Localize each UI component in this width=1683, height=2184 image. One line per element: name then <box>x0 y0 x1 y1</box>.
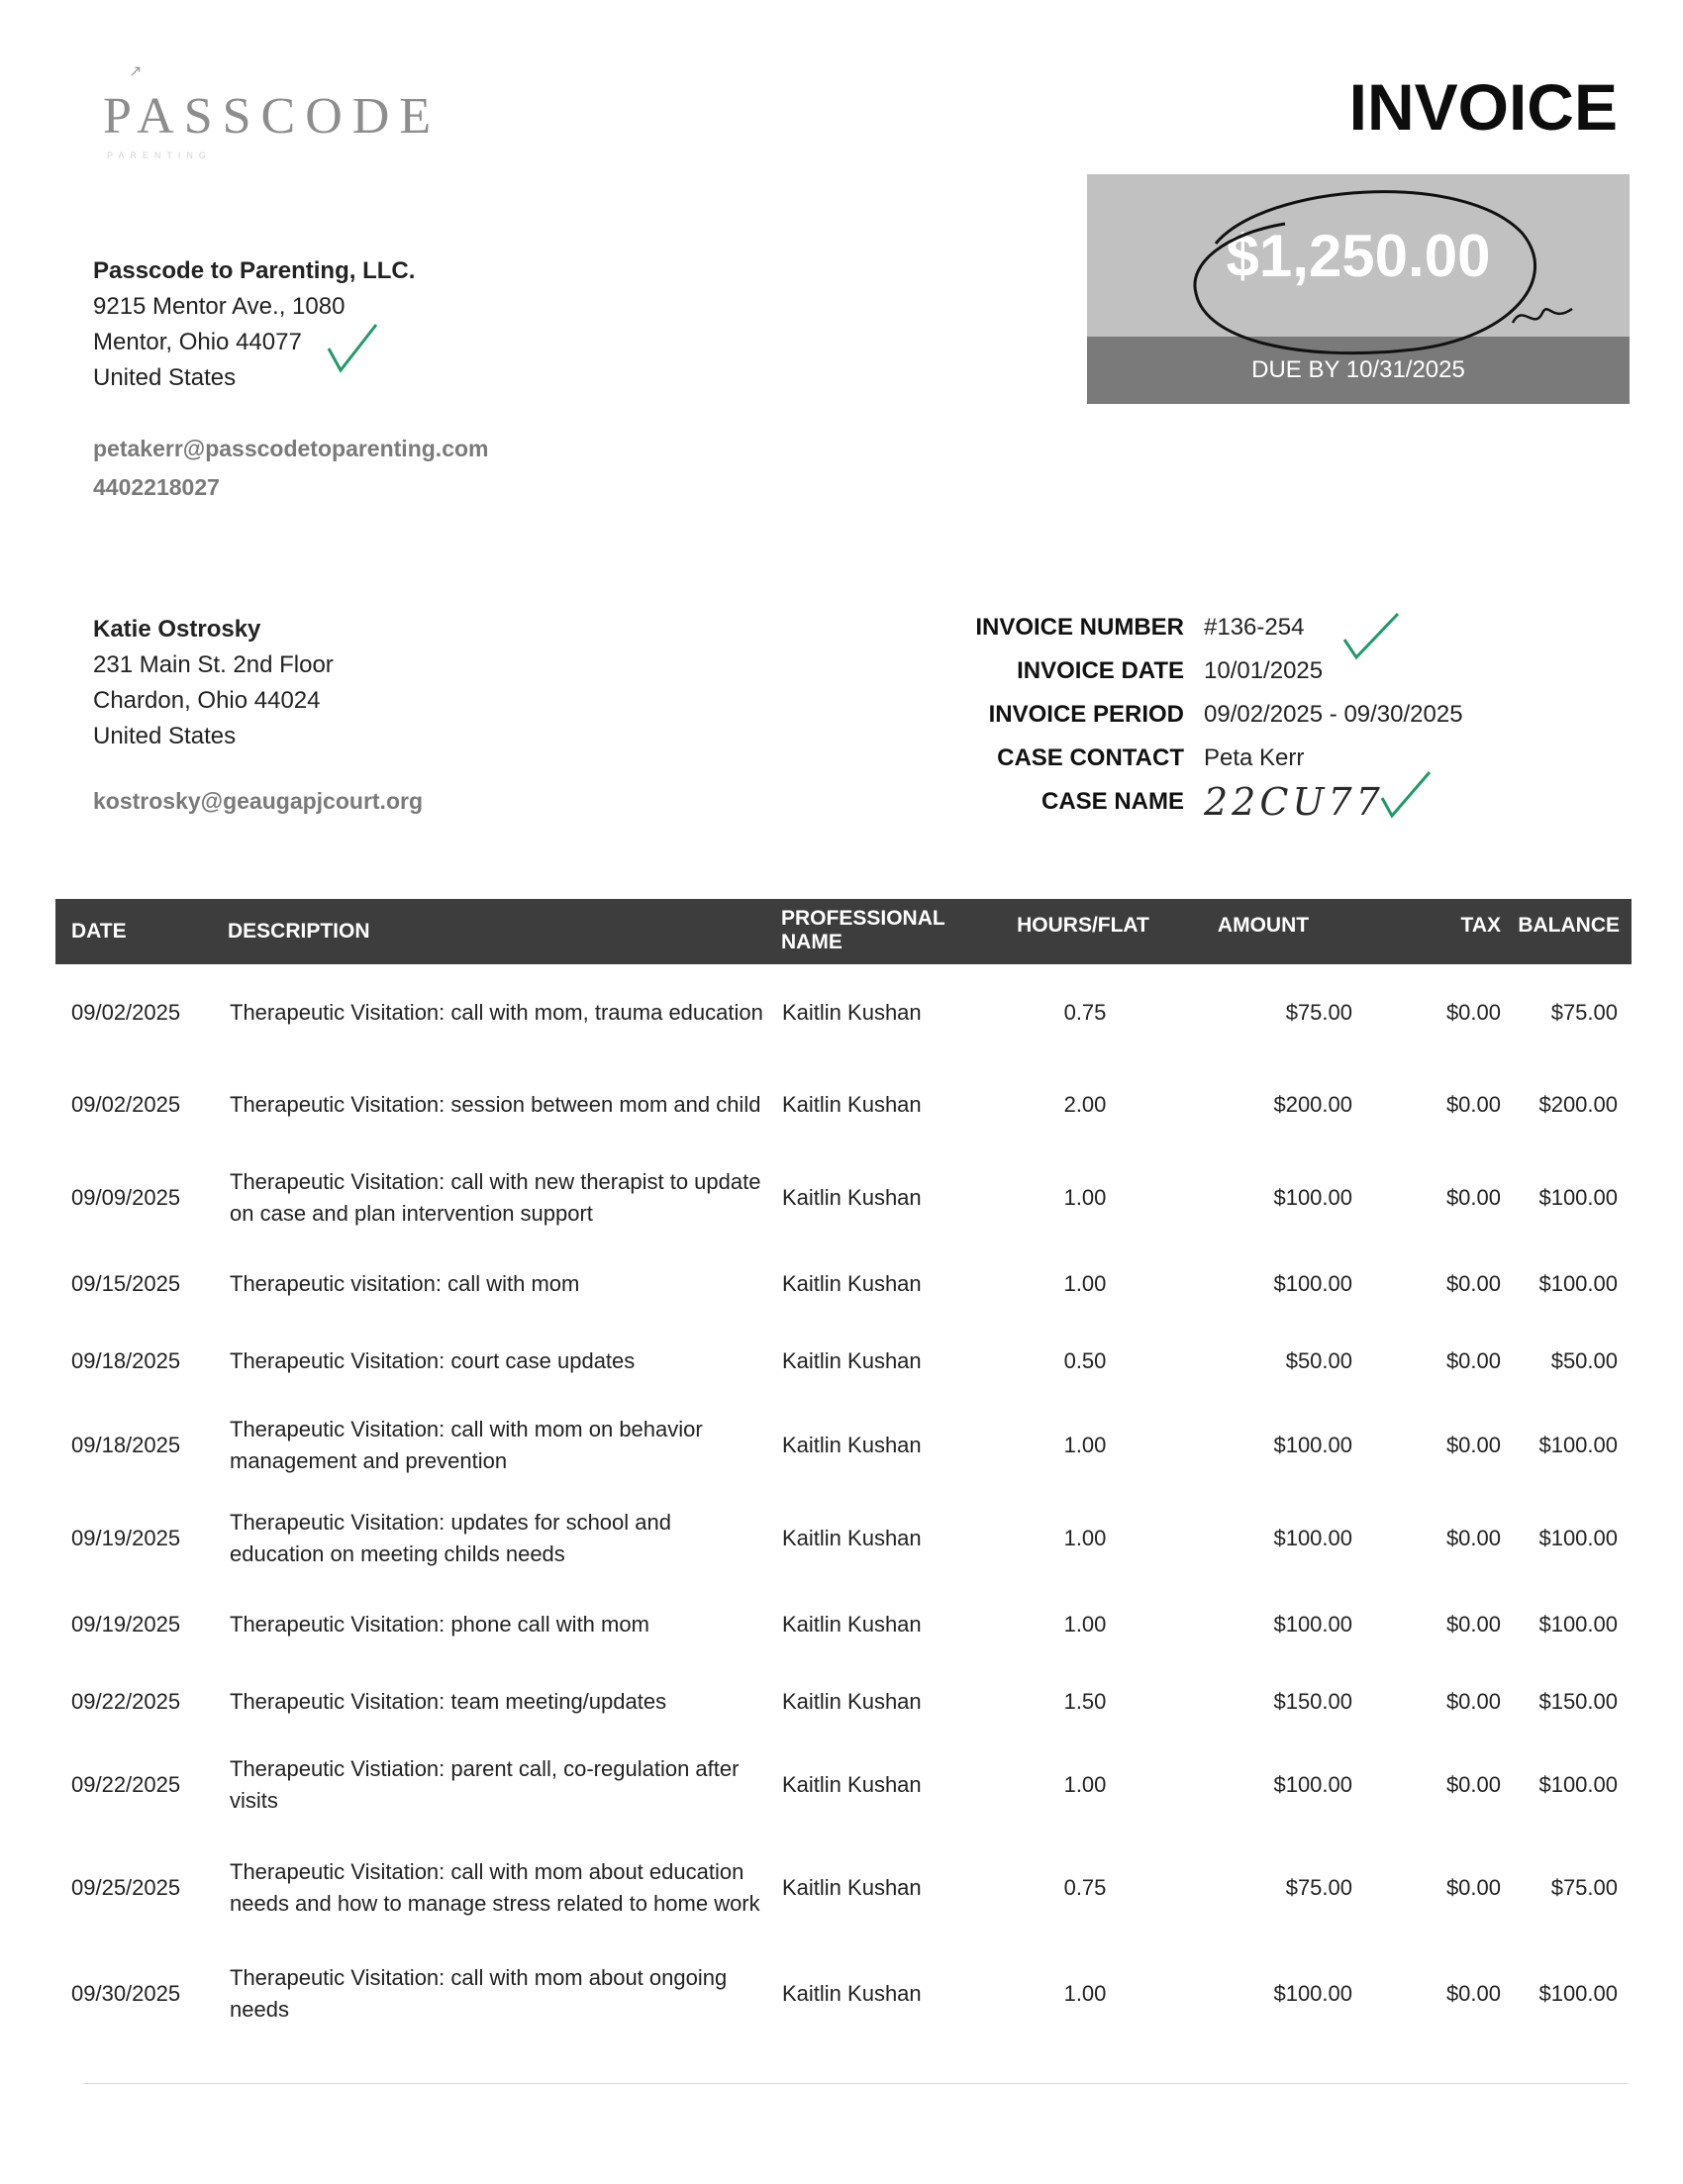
column-hours: HOURS/FLAT <box>1017 914 1149 937</box>
row-date: 09/15/2025 <box>71 1271 181 1296</box>
row-date: 09/22/2025 <box>71 1689 181 1714</box>
row-hours: 1.50 <box>1063 1689 1107 1714</box>
row-tax: $0.00 <box>1445 1000 1501 1025</box>
table-row <box>55 1946 1632 2041</box>
row-date: 09/30/2025 <box>71 1981 181 2006</box>
row-professional-name: Kaitlin Kushan <box>782 1981 922 2006</box>
invoice-period: 09/02/2025 - 09/30/2025 <box>1204 701 1463 728</box>
row-amount: $100.00 <box>1273 1433 1352 1457</box>
row-description: Therapeutic Vistiation: parent call, co-regulation after visits <box>230 1756 740 1813</box>
billto-name: Katie Ostrosky <box>93 616 261 643</box>
case-name-label: CASE NAME <box>1040 788 1184 815</box>
checkmark-icon <box>1340 610 1402 665</box>
sender-name: Passcode to Parenting, LLC. <box>93 257 416 284</box>
invoice-date-label: INVOICE DATE <box>1017 657 1184 684</box>
table-row <box>55 1491 1632 1586</box>
row-professional-name: Kaitlin Kushan <box>782 1433 922 1457</box>
row-balance: $100.00 <box>1538 1772 1618 1797</box>
row-description: Therapeutic Visitation: updates for school and education on meeting childs needs <box>230 1510 671 1566</box>
invoice-period-row <box>931 693 1463 737</box>
row-hours: 1.00 <box>1063 1271 1107 1296</box>
due-date: DUE BY 10/31/2025 <box>1251 356 1465 383</box>
row-tax: $0.00 <box>1445 1526 1501 1550</box>
logo-mark-icon: ↗ <box>129 63 143 80</box>
billto-address-line2: Chardon, Ohio 44024 <box>93 687 321 714</box>
row-hours: 0.75 <box>1063 1000 1107 1025</box>
divider <box>83 2083 1628 2084</box>
row-description: Therapeutic Visitation: call with mom on behavior management and prevention <box>230 1417 703 1473</box>
column-tax: TAX <box>1460 914 1501 937</box>
row-amount: $150.00 <box>1273 1689 1352 1714</box>
row-hours: 1.00 <box>1063 1433 1107 1457</box>
row-amount: $100.00 <box>1273 1772 1352 1797</box>
row-professional-name: Kaitlin Kushan <box>782 1689 922 1714</box>
invoice-number: #136-254 <box>1204 614 1305 641</box>
table-row <box>55 1830 1632 1946</box>
billto-email: kostrosky@geaugapjcourt.org <box>93 788 423 814</box>
row-date: 09/25/2025 <box>71 1875 181 1900</box>
row-professional-name: Kaitlin Kushan <box>782 1092 922 1117</box>
invoice-title: INVOICE <box>1348 70 1618 144</box>
row-balance: $100.00 <box>1538 1433 1618 1457</box>
row-tax: $0.00 <box>1445 1433 1501 1457</box>
row-hours: 1.00 <box>1063 1612 1107 1637</box>
row-description: Therapeutic Visitation: call with mom about ongoing needs <box>230 1965 728 2022</box>
billto-address <box>93 612 334 754</box>
row-date: 09/22/2025 <box>71 1772 181 1797</box>
sender-address-line1: 9215 Mentor Ave., 1080 <box>93 293 346 320</box>
row-tax: $0.00 <box>1445 1185 1501 1210</box>
table-row <box>55 1059 1632 1150</box>
row-amount: $50.00 <box>1285 1348 1352 1373</box>
column-professional-name: PROFESSIONAL NAME <box>781 907 945 953</box>
row-amount: $100.00 <box>1273 1981 1352 2006</box>
invoice-number-label: INVOICE NUMBER <box>975 614 1184 641</box>
row-description: Therapeutic Visitation: session between mom and child <box>230 1092 761 1117</box>
row-hours: 0.50 <box>1063 1348 1107 1373</box>
row-balance: $200.00 <box>1538 1092 1618 1117</box>
row-balance: $100.00 <box>1538 1526 1618 1550</box>
row-balance: $100.00 <box>1538 1185 1618 1210</box>
row-hours: 0.75 <box>1063 1875 1107 1900</box>
table-row <box>55 1663 1632 1740</box>
row-professional-name: Kaitlin Kushan <box>782 1526 922 1550</box>
row-tax: $0.00 <box>1445 1772 1501 1797</box>
row-amount: $100.00 <box>1273 1271 1352 1296</box>
row-professional-name: Kaitlin Kushan <box>782 1612 922 1637</box>
row-hours: 1.00 <box>1063 1526 1107 1550</box>
row-balance: $100.00 <box>1538 1612 1618 1637</box>
row-date: 09/18/2025 <box>71 1348 181 1373</box>
row-tax: $0.00 <box>1445 1875 1501 1900</box>
amount-due-box <box>1087 174 1630 404</box>
table-row <box>55 1740 1632 1830</box>
row-description: Therapeutic Visitation: call with mom about education needs and how to manage stress related to home work <box>230 1859 760 1916</box>
row-professional-name: Kaitlin Kushan <box>782 1875 922 1900</box>
company-logo: PASSCODE <box>103 88 442 145</box>
case-contact-label: CASE CONTACT <box>997 745 1184 771</box>
column-description: DESCRIPTION <box>228 920 370 943</box>
row-balance: $75.00 <box>1550 1000 1618 1025</box>
row-amount: $100.00 <box>1273 1185 1352 1210</box>
row-description: Therapeutic Visitation: phone call with mom <box>230 1612 649 1637</box>
row-amount: $100.00 <box>1273 1526 1352 1550</box>
sender-address-line2: Mentor, Ohio 44077 <box>93 329 302 355</box>
row-date: 09/02/2025 <box>71 1092 181 1117</box>
company-logo-subtitle: PARENTING <box>107 150 212 160</box>
invoice-date: 10/01/2025 <box>1204 657 1324 684</box>
case-name-handwritten: 22CU77 <box>1204 780 1384 824</box>
row-amount: $200.00 <box>1273 1092 1352 1117</box>
row-balance: $100.00 <box>1538 1981 1618 2006</box>
billto-address-line1: 231 Main St. 2nd Floor <box>93 651 334 678</box>
row-tax: $0.00 <box>1445 1981 1501 2006</box>
row-description: Therapeutic Visitation: court case updates <box>230 1348 636 1373</box>
invoice-period-label: INVOICE PERIOD <box>988 701 1184 728</box>
column-date: DATE <box>71 920 127 943</box>
row-balance: $50.00 <box>1550 1348 1618 1373</box>
row-professional-name: Kaitlin Kushan <box>782 1185 922 1210</box>
table-row <box>55 1323 1632 1400</box>
row-balance: $100.00 <box>1538 1271 1618 1296</box>
billto-country: United States <box>93 723 237 749</box>
case-contact: Peta Kerr <box>1204 745 1305 771</box>
table-row <box>55 1586 1632 1663</box>
column-balance: BALANCE <box>1518 914 1620 937</box>
handwritten-circle-mark <box>1087 174 1630 404</box>
sender-country: United States <box>93 364 237 391</box>
row-date: 09/09/2025 <box>71 1185 181 1210</box>
row-hours: 1.00 <box>1063 1772 1107 1797</box>
row-description: Therapeutic visitation: call with mom <box>230 1271 580 1296</box>
table-row <box>55 1245 1632 1323</box>
row-tax: $0.00 <box>1445 1271 1501 1296</box>
line-items <box>55 966 1632 2041</box>
table-row <box>55 1400 1632 1491</box>
row-date: 09/19/2025 <box>71 1526 181 1550</box>
sender-phone: 4402218027 <box>93 474 220 500</box>
row-balance: $75.00 <box>1550 1875 1618 1900</box>
row-hours: 1.00 <box>1063 1185 1107 1210</box>
row-amount: $75.00 <box>1285 1000 1352 1025</box>
table-header <box>55 899 1632 964</box>
table-row <box>55 966 1632 1059</box>
row-tax: $0.00 <box>1445 1612 1501 1637</box>
row-tax: $0.00 <box>1445 1092 1501 1117</box>
checkmark-icon <box>1378 768 1434 822</box>
checkmark-icon <box>323 319 382 378</box>
row-date: 09/18/2025 <box>71 1433 181 1457</box>
column-amount: AMOUNT <box>1217 914 1310 937</box>
row-hours: 1.00 <box>1063 1981 1107 2006</box>
row-hours: 2.00 <box>1063 1092 1107 1117</box>
row-date: 09/02/2025 <box>71 1000 181 1025</box>
row-date: 09/19/2025 <box>71 1612 181 1637</box>
sender-email: petakerr@passcodetoparenting.com <box>93 436 489 461</box>
row-professional-name: Kaitlin Kushan <box>782 1271 922 1296</box>
row-tax: $0.00 <box>1445 1689 1501 1714</box>
sender-contact <box>93 430 488 507</box>
row-professional-name: Kaitlin Kushan <box>782 1348 922 1373</box>
row-professional-name: Kaitlin Kushan <box>782 1000 922 1025</box>
row-professional-name: Kaitlin Kushan <box>782 1772 922 1797</box>
table-row <box>55 1150 1632 1245</box>
row-balance: $150.00 <box>1538 1689 1618 1714</box>
row-amount: $75.00 <box>1285 1875 1352 1900</box>
row-description: Therapeutic Visitation: call with new therapist to update on case and plan intervention support <box>230 1169 761 1226</box>
row-description: Therapeutic Visitation: team meeting/updates <box>230 1689 667 1714</box>
total-amount: $1,250.00 <box>1226 223 1491 289</box>
row-description: Therapeutic Visitation: call with mom, trauma education <box>230 1000 763 1025</box>
row-tax: $0.00 <box>1445 1348 1501 1373</box>
row-amount: $100.00 <box>1273 1612 1352 1637</box>
